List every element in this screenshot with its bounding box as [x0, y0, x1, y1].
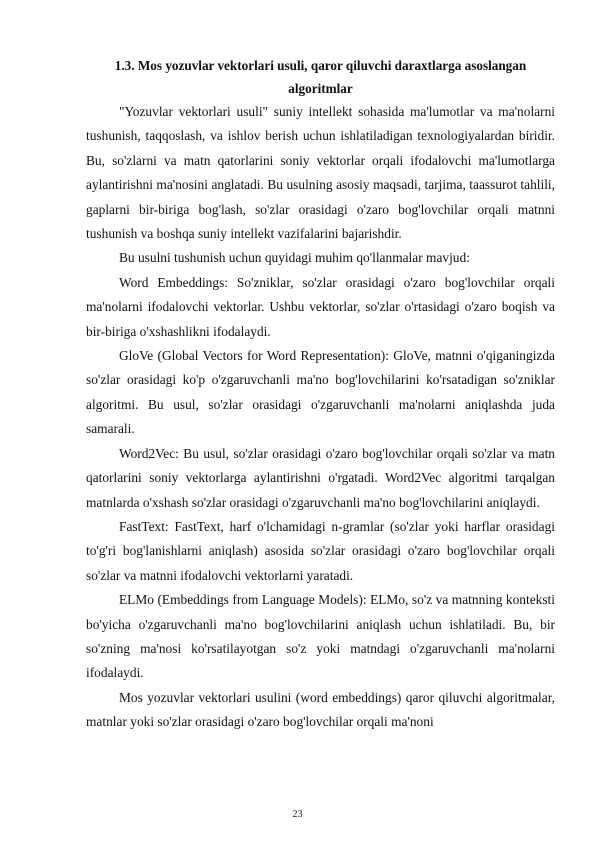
page-number: 23: [292, 809, 303, 820]
paragraph-elmo: ELMo (Embeddings from Language Models): ELMo, so'z va matnning konteksti bo'yicha o'zgaruvchanli ma'no bog'lovchilarini aniqlash uchun ishlatiladi. Bu, bir so'zning ma'nosi ko'rsatilayotgan so'z yoki matndagi o'zgaruvchanli ma'nolarni ifodalaydi.: [86, 592, 555, 681]
paragraph-intro: "Yozuvlar vektorlari usuli" suniy intellekt sohasida ma'lumotlar va ma'nolarni tushunish, taqqoslash, va ishlov berish uchun ishlatiladigan texnologiyalardan biridir. Bu, so'zlarni va matn qatorlarini soniy vektorlar orqali ifodalovchi ma'lumotlarga aylantirishni ma'nosini anglatadi. Bu usulning asosiy maqsadi, tarjima, taassurot tahlili, gaplarni bir-biriga bog'lash, so'zlar orasidagi o'zaro bog'lovchilar orqali matnni tushunish va boshqa suniy intellekt vazifalarini bajarishdir.: [86, 104, 555, 242]
paragraph-conclusion: Mos yozuvlar vektorlari usulini (word embeddings) qaror qiluvchi algoritmalar, matnlar yoki so'zlar orasidagi o'zaro bog'lovchilar orqali ma'noni: [86, 689, 555, 730]
paragraph-word-embeddings: Word Embeddings: So'zniklar, so'zlar orasidagi o'zaro bog'lovchilar orqali ma'nolarni ifodalovchi vektorlar. Ushbu vektorlar, so'zlar o'rtasidagi o'zaro boqish va bir-biriga o'xshashlikni ifodalaydi.: [86, 274, 555, 339]
section-heading-line-1: 1.3. Mos yozuvlar vektorlari usuli, qaror qiluvchi daraxtlarga asoslangan: [114, 58, 527, 73]
paragraph-glove: GloVe (Global Vectors for Word Representation): GloVe, matnni o'qiganingizda so'zlar orasidagi ko'p o'zgaruvchanli ma'no bog'lovchilarini ko'rsatadigan so'zniklar algoritmi. Bu usul, so'zlar orasidagi o'zgaruvchanli ma'nolarni aniqlashda juda samarali.: [86, 348, 555, 437]
section-heading-line-2: algoritmlar: [288, 81, 353, 97]
section-heading: [86, 54, 555, 100]
body-text: [86, 100, 555, 735]
paragraph-word2vec: Word2Vec: Bu usul, so'zlar orasidagi o'zaro bog'lovchilar orqali so'zlar va matn qatorlarini soniy vektorlarga aylantirishni o'rgatadi. Word2Vec algoritmi tarqalgan matnlarda o'xshash so'zlar orasidagi o'zgaruvchanli ma'no bog'lovchilarini aniqlaydi.: [86, 445, 555, 510]
paragraph-guides-lead: Bu usulni tushunish uchun quyidagi muhim qo'llanmalar mavjud:: [119, 250, 470, 266]
paragraph-fasttext: FastText: FastText, harf o'lchamidagi n-gramlar (so'zlar yoki harflar orasidagi to'g'ri bog'lanishlarni aniqlash) asosida so'zlar orasidagi o'zaro bog'lovchilar orqali so'zlar va matnni ifodalovchi vektorlarni yaratadi.: [86, 518, 555, 583]
